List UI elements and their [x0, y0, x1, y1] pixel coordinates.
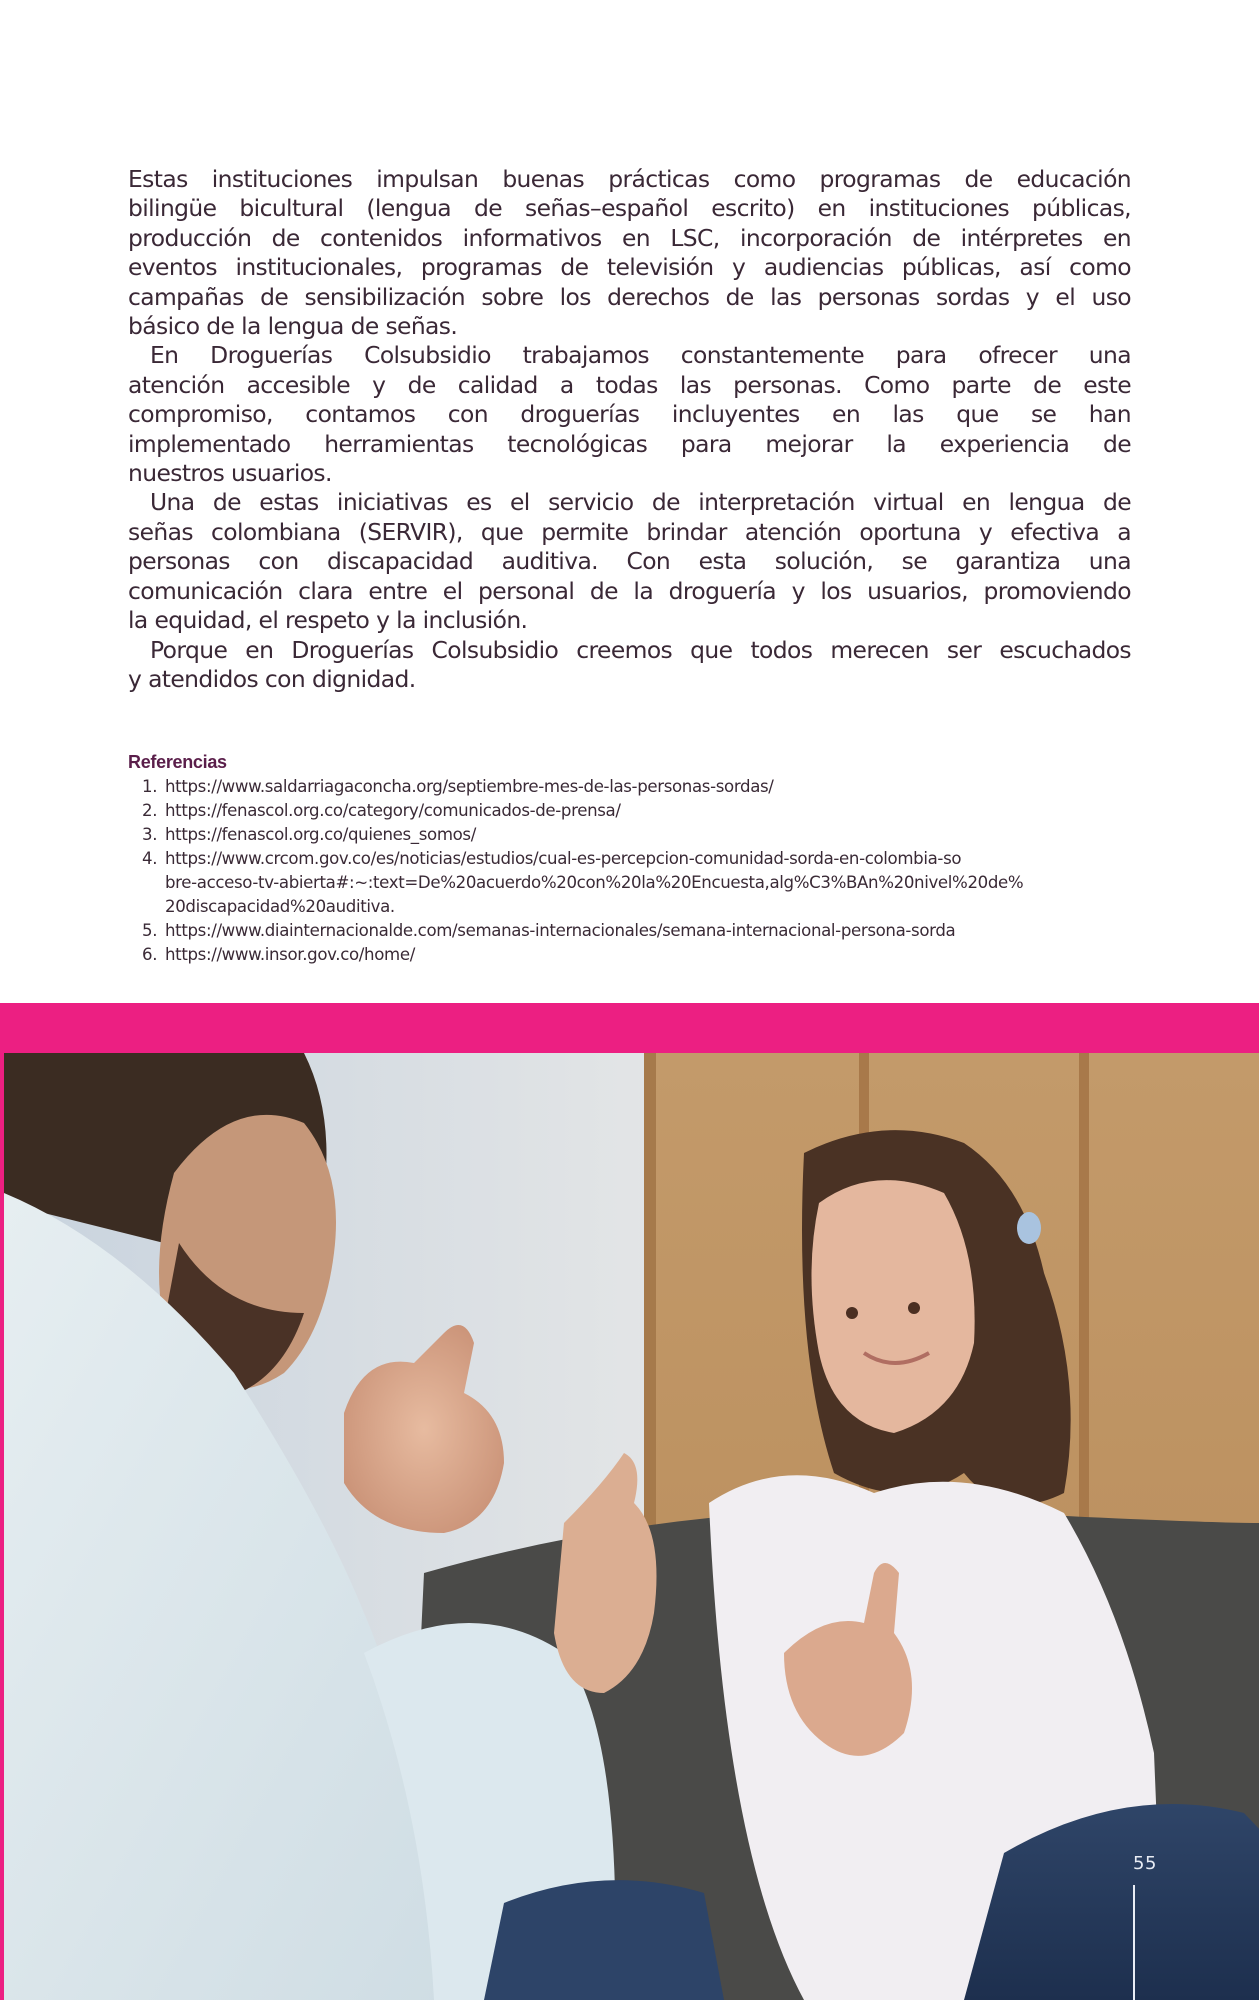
reference-item	[128, 775, 1138, 799]
reference-number: 1.	[142, 777, 158, 796]
reference-number: 4.	[142, 849, 158, 868]
text-line: comunicación clara entre el personal de la droguería y los usuarios, promoviendo	[128, 576, 1131, 605]
reference-number: 6.	[142, 945, 158, 964]
text-line: personas con discapacidad auditiva. Con esta solución, se garantiza una	[128, 547, 1131, 576]
reference-link[interactable]: https://www.saldarriagaconcha.org/septiembre-mes-de-las-personas-sordas/	[165, 777, 774, 796]
paragraph-3	[128, 488, 1131, 635]
text-line: En Droguerías Colsubsidio trabajamos constantemente para ofrecer una	[150, 341, 1131, 370]
reference-item	[128, 823, 1138, 847]
reference-item	[128, 943, 1138, 967]
reference-link[interactable]: https://fenascol.org.co/quienes_somos/	[165, 825, 476, 844]
text-line: bilingüe bicultural (lengua de señas–español escrito) en instituciones públicas,	[128, 194, 1131, 223]
page-number: 55	[1133, 1853, 1157, 1874]
reference-item	[128, 799, 1138, 823]
reference-link[interactable]: https://www.insor.gov.co/home/	[165, 945, 415, 964]
text-line: atención accesible y de calidad a todas las personas. Como parte de este	[128, 370, 1131, 399]
text-line: compromiso, contamos con droguerías incluyentes en las que se han	[128, 400, 1131, 429]
reference-item	[128, 919, 1138, 943]
text-line: Estas instituciones impulsan buenas prácticas como programas de educación	[128, 165, 1131, 193]
text-line: básico de la lengua de señas.	[128, 312, 458, 341]
references-section	[128, 751, 1138, 967]
reference-link-continued[interactable]: bre-acceso-tv-abierta#:~:text=De%20acuerdo%20con%20la%20Encuesta,alg%C3%BAn%20nivel%20de%	[165, 873, 1024, 892]
text-line: implementado herramientas tecnológicas para mejorar la experiencia de	[128, 429, 1131, 458]
sign-language-photo	[0, 1053, 1259, 2000]
paragraph-2	[128, 341, 1131, 488]
reference-link[interactable]: https://www.crcom.gov.co/es/noticias/estudios/cual-es-percepcion-comunidad-sorda-en-colombia-so	[165, 849, 962, 868]
page-number-rule	[1133, 1885, 1135, 2000]
references-list	[128, 775, 1138, 967]
reference-link-continued[interactable]: 20discapacidad%20auditiva.	[165, 897, 395, 916]
reference-link[interactable]: https://www.diainternacionalde.com/semanas-internacionales/semana-internacional-persona-sorda	[165, 921, 956, 940]
text-line: Porque en Droguerías Colsubsidio creemos que todos merecen ser escuchados	[150, 635, 1131, 664]
text-line: y atendidos con dignidad.	[128, 664, 416, 693]
photo-illustration	[4, 1053, 1259, 2000]
text-line: señas colombiana (SERVIR), que permite brindar atención oportuna y efectiva a	[128, 517, 1131, 546]
reference-number: 2.	[142, 801, 158, 820]
reference-item	[128, 847, 1138, 919]
article-body	[128, 165, 1131, 694]
pink-accent-band	[0, 1003, 1259, 1053]
reference-number: 5.	[142, 921, 158, 940]
reference-number: 3.	[142, 825, 158, 844]
text-line: producción de contenidos informativos en LSC, incorporación de intérpretes en	[128, 223, 1131, 252]
text-line: eventos institucionales, programas de televisión y audiencias públicas, así como	[128, 253, 1131, 282]
reference-link[interactable]: https://fenascol.org.co/category/comunicados-de-prensa/	[165, 801, 621, 820]
text-line: campañas de sensibilización sobre los derechos de las personas sordas y el uso	[128, 282, 1131, 311]
text-line: nuestros usuarios.	[128, 459, 332, 488]
text-line: la equidad, el respeto y la inclusión.	[128, 606, 528, 635]
text-line: Una de estas iniciativas es el servicio de interpretación virtual en lengua de	[150, 488, 1131, 517]
paragraph-1	[128, 165, 1131, 341]
references-heading: Referencias	[128, 752, 227, 772]
paragraph-4	[128, 636, 1131, 695]
